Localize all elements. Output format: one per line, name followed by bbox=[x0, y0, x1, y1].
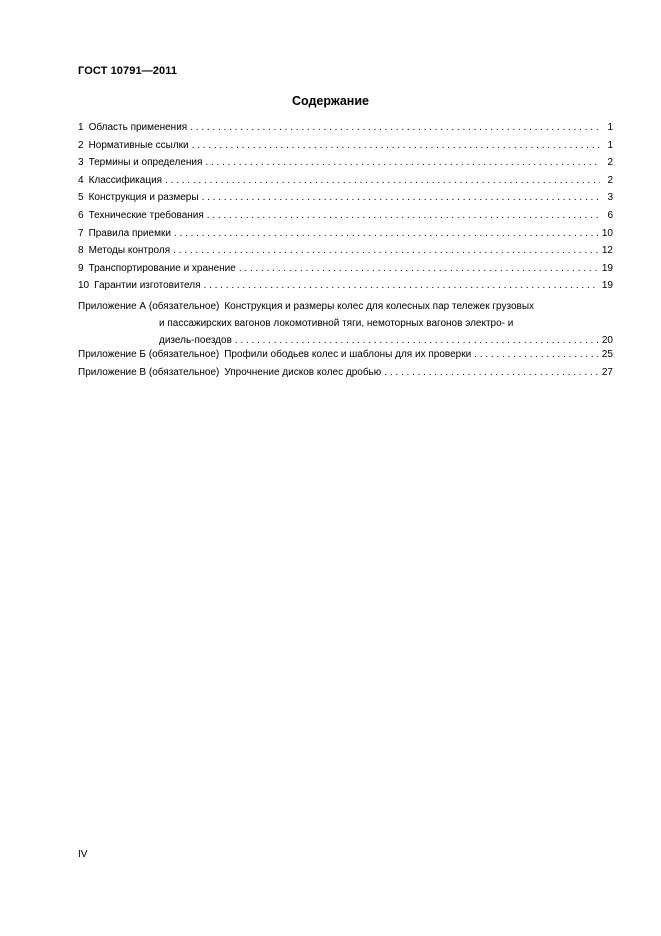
toc-entry-label: Классификация bbox=[88, 174, 163, 186]
appendix-heading: Приложение Б (обязательное) bbox=[78, 348, 220, 360]
appendix-heading: Приложение В (обязательное) bbox=[78, 366, 220, 378]
toc-title: Содержание bbox=[291, 94, 369, 108]
toc-leader-dots bbox=[202, 192, 600, 204]
table-of-contents bbox=[78, 122, 613, 384]
appendix-title-line: Упрочнение дисков колес дробью bbox=[224, 366, 382, 378]
toc-entry-label: Правила приемки bbox=[88, 227, 171, 239]
toc-entry[interactable] bbox=[78, 122, 613, 140]
toc-appendix-a[interactable] bbox=[78, 298, 613, 349]
toc-leader-dots bbox=[474, 349, 599, 361]
appendix-continuation-line bbox=[78, 315, 613, 332]
toc-leader-dots bbox=[235, 332, 599, 349]
appendix-title-line: Профили ободьев колес и шаблоны для их проверки bbox=[224, 348, 472, 360]
toc-entry-number: 6 bbox=[78, 209, 84, 221]
toc-entry-label: Область применения bbox=[88, 122, 188, 133]
appendix-title-line: дизель-поездов bbox=[159, 334, 232, 346]
toc-entry-page: 20 bbox=[601, 334, 613, 346]
toc-entry-page: 2 bbox=[607, 174, 613, 186]
toc-leader-dots bbox=[239, 263, 599, 275]
toc-entry-label: Гарантии изготовителя bbox=[94, 280, 201, 292]
toc-leader-dots bbox=[190, 122, 600, 134]
toc-entry[interactable] bbox=[78, 228, 613, 246]
appendix-last-line bbox=[78, 332, 613, 349]
toc-entry-label: Транспортирование и хранение bbox=[88, 262, 236, 274]
toc-entry-label: Термины и определения bbox=[88, 157, 203, 169]
toc-leader-dots bbox=[173, 245, 599, 257]
toc-entry-page: 10 bbox=[601, 227, 613, 239]
toc-entry-page: 3 bbox=[607, 192, 613, 204]
toc-entry[interactable] bbox=[78, 280, 613, 298]
appendix-title-line: и пассажирских вагонов локомотивной тяги, немоторных вагонов электро- и bbox=[159, 317, 514, 329]
toc-entry-page: 6 bbox=[607, 209, 613, 221]
toc-entry[interactable] bbox=[78, 175, 613, 193]
toc-leader-dots bbox=[192, 140, 600, 152]
toc-entry-number: 10 bbox=[78, 280, 90, 292]
toc-entry-number: 3 bbox=[78, 157, 84, 169]
toc-entry-number: 7 bbox=[78, 227, 84, 239]
appendix-first-line bbox=[78, 298, 613, 315]
toc-entry-number: 8 bbox=[78, 245, 84, 257]
toc-entry-page: 19 bbox=[601, 262, 613, 274]
toc-entry[interactable] bbox=[78, 210, 613, 228]
toc-entry-page: 1 bbox=[607, 139, 613, 151]
toc-entry-label: Нормативные ссылки bbox=[88, 139, 189, 151]
toc-entry-page: 2 bbox=[607, 157, 613, 169]
toc-entry[interactable] bbox=[78, 263, 613, 281]
toc-entry-page: 1 bbox=[607, 122, 613, 133]
toc-entry[interactable] bbox=[78, 245, 613, 263]
toc-appendix-b[interactable] bbox=[78, 349, 613, 367]
appendix-heading: Приложение А (обязательное) bbox=[78, 300, 220, 312]
toc-entry-label: Методы контроля bbox=[88, 245, 171, 257]
toc-leader-dots bbox=[174, 228, 599, 240]
toc-leader-dots bbox=[207, 210, 600, 222]
toc-entry-number: 9 bbox=[78, 262, 84, 274]
toc-entry-label: Конструкция и размеры bbox=[88, 192, 199, 204]
toc-entry[interactable] bbox=[78, 157, 613, 175]
toc-leader-dots bbox=[384, 367, 599, 379]
toc-appendix-v[interactable] bbox=[78, 367, 613, 385]
document-code: ГОСТ 10791—2011 bbox=[78, 65, 178, 77]
toc-entry-number: 5 bbox=[78, 192, 84, 204]
toc-entry-page: 25 bbox=[601, 348, 613, 360]
toc-entry-number: 1 bbox=[78, 122, 84, 133]
toc-leader-dots bbox=[165, 175, 600, 187]
toc-entry-page: 19 bbox=[601, 280, 613, 292]
toc-entry[interactable] bbox=[78, 192, 613, 210]
toc-entry[interactable] bbox=[78, 140, 613, 158]
page-number: IV bbox=[78, 849, 88, 860]
toc-leader-dots bbox=[205, 157, 600, 169]
appendix-title-line: Конструкция и размеры колес для колесных пар тележек грузовых bbox=[224, 300, 535, 312]
toc-entry-page: 27 bbox=[601, 366, 613, 378]
toc-entry-number: 4 bbox=[78, 174, 84, 186]
toc-entry-label: Технические требования bbox=[88, 209, 204, 221]
toc-entry-number: 2 bbox=[78, 139, 84, 151]
toc-leader-dots bbox=[204, 280, 599, 292]
toc-entry-page: 12 bbox=[601, 245, 613, 257]
